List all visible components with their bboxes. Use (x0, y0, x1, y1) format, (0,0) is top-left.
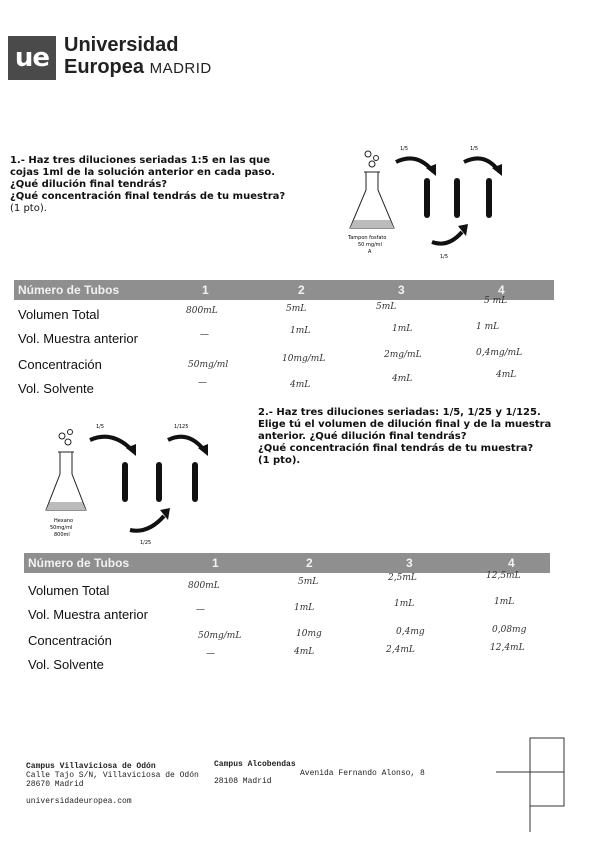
arrow-label: 1/25 (140, 540, 152, 546)
bubble-icon (65, 439, 71, 445)
footer-campus-2-address: Avenida Fernando Alonso, 8 (300, 769, 425, 778)
flask-label: 800ml (54, 532, 70, 538)
bubble-icon (374, 156, 379, 161)
tube-number: 3 (406, 556, 413, 570)
flask-icon (350, 172, 394, 228)
table-cell: 800mL (188, 581, 220, 591)
footer-campus-2 (214, 760, 425, 786)
tube-number: 3 (398, 283, 405, 297)
curved-arrow-icon (432, 232, 462, 244)
row-label: Vol. Muestra anterior (28, 607, 148, 622)
table-header (24, 553, 550, 573)
bubble-icon (369, 161, 375, 167)
bubble-icon (365, 151, 371, 157)
table-cell: 4mL (392, 374, 413, 384)
row-label: Concentración (28, 633, 112, 648)
test-tube-icon (156, 462, 162, 502)
dilution-figure-1 (340, 140, 510, 260)
table-cell: 4mL (294, 647, 315, 657)
test-tube-icon (192, 462, 198, 502)
row-label: Volumen Total (18, 307, 100, 322)
dilution-table-2 (24, 553, 550, 673)
test-tube-icon (454, 178, 460, 218)
bubble-icon (59, 433, 65, 439)
bubble-icon (68, 430, 73, 435)
table-cell: 1mL (494, 597, 515, 607)
curved-arrow-icon (90, 437, 132, 450)
flask-label: Hexano (54, 518, 73, 524)
curved-arrow-icon (130, 516, 164, 531)
table-cell: 12,5mL (486, 571, 521, 581)
arrow-label: 1/5 (400, 146, 409, 152)
question-2-line: ¿Qué concentración final tendrás de tu muestra? (258, 443, 534, 454)
table-cell: 5 mL (484, 296, 508, 306)
table-cell: 4mL (496, 370, 517, 380)
table-cell: — (196, 605, 205, 615)
flask-label: 50 mg/ml (358, 242, 382, 248)
table-cell: 0,4mg/mL (476, 348, 523, 358)
corner-grid-decoration (496, 734, 568, 834)
logo-text-line2 (64, 56, 212, 79)
row-label: Volumen Total (28, 583, 110, 598)
table-cell: 5mL (376, 302, 397, 312)
table-cell: 4mL (290, 380, 311, 390)
test-tube-icon (424, 178, 430, 218)
table-cell: 0,4mg (396, 627, 425, 637)
row-label: Vol. Solvente (18, 381, 94, 396)
arrow-label: 1/5 (470, 146, 479, 152)
table-header-label: Número de Tubos (18, 283, 120, 297)
dilution-figure-2 (40, 418, 220, 548)
table-cell: 10mg/mL (282, 354, 326, 364)
question-1-line: cojas 1ml de la solución anterior en cada paso. (10, 167, 276, 178)
table-cell: 1mL (394, 599, 415, 609)
tube-number: 4 (498, 283, 505, 297)
question-1-line: ¿Qué concentración final tendrás de tu muestra? (10, 191, 286, 202)
table-cell: 2,5mL (388, 573, 417, 583)
table-header (14, 280, 554, 300)
arrow-label: 1/125 (174, 424, 189, 430)
table-cell: — (200, 330, 209, 340)
tube-number: 2 (306, 556, 313, 570)
question-2-line: 2.- Haz tres diluciones seriadas: 1/5, 1/25 y 1/125. (258, 407, 541, 418)
table-cell: 800mL (186, 306, 218, 316)
row-label: Vol. Muestra anterior (18, 331, 138, 346)
table-cell: — (206, 649, 215, 659)
question-2 (258, 407, 551, 467)
dilution-table-1 (14, 280, 554, 400)
table-cell: 2mg/mL (384, 350, 422, 360)
footer-campus-2-title: Campus Alcobendas (214, 760, 296, 769)
row-label: Vol. Solvente (28, 657, 104, 672)
table-cell: 1mL (290, 326, 311, 336)
tube-number: 2 (298, 283, 305, 297)
table-cell: 50mg/mL (198, 631, 242, 641)
table-cell: 12,4mL (490, 643, 525, 653)
logo-europea: Europea (64, 56, 145, 78)
table-cell: 0,08mg (492, 625, 527, 635)
test-tube-icon (122, 462, 128, 502)
table-cell: 1mL (294, 603, 315, 613)
row-label: Concentración (18, 357, 102, 372)
flask-label: Tampon fosfato (348, 235, 387, 241)
question-2-points: (1 pto). (258, 455, 301, 466)
question-1-line: 1.- Haz tres diluciones seriadas 1:5 en las que (10, 155, 271, 166)
footer-campus-1-address: Calle Tajo S/N, Villaviciosa de Odón (26, 771, 199, 780)
question-1-line: ¿Qué dilución final tendrás? (10, 179, 168, 190)
flask-label: A (368, 249, 372, 255)
arrow-label: 1/5 (96, 424, 105, 430)
footer-campus-1-title: Campus Villaviciosa de Odón (26, 762, 156, 771)
question-1-points: (1 pto). (10, 203, 47, 214)
test-tube-icon (486, 178, 492, 218)
footer-campus-1 (26, 762, 199, 806)
question-1 (10, 155, 285, 215)
table-cell: — (198, 378, 207, 388)
tube-number: 4 (508, 556, 515, 570)
footer-campus-2-city: 28108 Madrid (214, 777, 272, 786)
logo-mark: ue (8, 36, 56, 80)
table-cell: 1mL (392, 324, 413, 334)
table-cell: 5mL (286, 304, 307, 314)
question-2-line: anterior. ¿Qué dilución final tendrás? (258, 431, 467, 442)
table-cell: 10mg (296, 629, 322, 639)
footer-campus-1-city: 28670 Madrid (26, 780, 84, 789)
flask-label: 50mg/ml (50, 525, 73, 531)
table-cell: 50mg/ml (188, 360, 229, 370)
table-header-label: Número de Tubos (28, 556, 130, 570)
table-cell: 1 mL (476, 322, 500, 332)
logo-text-line1: Universidad (64, 34, 179, 56)
flask-icon (46, 452, 86, 510)
tube-number: 1 (202, 283, 209, 297)
table-cell: 5mL (298, 577, 319, 587)
arrow-label: 1/5 (440, 254, 449, 260)
table-cell: 2,4mL (386, 645, 415, 655)
footer-website: universidadeuropea.com (26, 797, 132, 806)
logo-city: MADRID (149, 60, 212, 77)
question-2-line: Elige tú el volumen de dilución final y de la muestra (258, 419, 552, 430)
tube-number: 1 (212, 556, 219, 570)
